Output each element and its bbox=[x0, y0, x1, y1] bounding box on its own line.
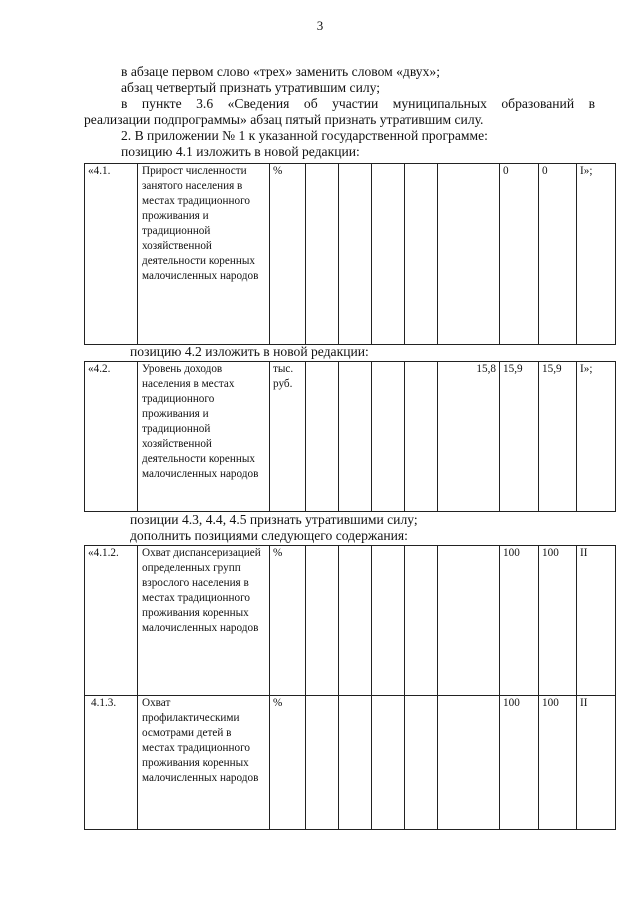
value-cell: 100 bbox=[500, 546, 539, 696]
row-number: «4.1. bbox=[85, 164, 138, 345]
value-cell bbox=[372, 546, 405, 696]
value-cell bbox=[306, 546, 339, 696]
category-cell: II bbox=[577, 546, 616, 696]
indicator-name: Охват профилактическими осмотрами детей в местах традиционного проживания коренных малочисленных народов bbox=[138, 696, 270, 830]
value-cell: 0 bbox=[539, 164, 577, 345]
unit-cell: % bbox=[270, 164, 306, 345]
value-cell: 15,9 bbox=[500, 362, 539, 512]
value-cell: 15,9 bbox=[539, 362, 577, 512]
value-cell bbox=[339, 164, 372, 345]
paragraph-word-replacement: в абзаце первом слово «трех» заменить словом «двух»; bbox=[121, 64, 440, 79]
table-row bbox=[85, 164, 616, 345]
table-row bbox=[85, 696, 616, 830]
value-cell bbox=[438, 696, 500, 830]
row-number: «4.2. bbox=[85, 362, 138, 512]
value-cell bbox=[405, 164, 438, 345]
value-cell: 15,8 bbox=[438, 362, 500, 512]
value-cell bbox=[405, 362, 438, 512]
value-cell bbox=[438, 164, 500, 345]
paragraph-appendix-1: 2. В приложении № 1 к указанной государственной программе: bbox=[121, 128, 488, 143]
paragraph-point-3-6-line2: реализации подпрограммы» абзац пятый признать утратившим силу. bbox=[84, 112, 484, 127]
value-cell bbox=[405, 546, 438, 696]
indicator-name: Уровень доходов населения в местах традиционного проживания и традиционной хозяйственной деятельности коренных малочисленных народов bbox=[138, 362, 270, 512]
value-cell bbox=[339, 546, 372, 696]
table-row bbox=[85, 546, 616, 696]
value-cell: 100 bbox=[539, 696, 577, 830]
row-number: «4.1.2. bbox=[85, 546, 138, 696]
category-cell: I»; bbox=[577, 362, 616, 512]
value-cell bbox=[339, 362, 372, 512]
value-cell bbox=[306, 164, 339, 345]
value-cell bbox=[306, 362, 339, 512]
row-number: 4.1.3. bbox=[85, 696, 138, 830]
table-row bbox=[85, 362, 616, 512]
value-cell: 0 bbox=[500, 164, 539, 345]
value-cell: 100 bbox=[539, 546, 577, 696]
value-cell bbox=[306, 696, 339, 830]
indicator-name: Охват диспансеризацией определенных групп взрослого населения в местах традиционного проживания коренных малочисленных народов bbox=[138, 546, 270, 696]
value-cell bbox=[372, 362, 405, 512]
indicator-name: Прирост численности занятого населения в местах традиционного проживания и традиционной хозяйственной деятельности коренных малочисленных народов bbox=[138, 164, 270, 345]
page-number: 3 bbox=[316, 18, 324, 33]
value-cell bbox=[438, 546, 500, 696]
table-position-4-1 bbox=[84, 163, 616, 345]
paragraph-position-4-2: позицию 4.2 изложить в новой редакции: bbox=[130, 344, 369, 359]
value-cell bbox=[405, 696, 438, 830]
value-cell bbox=[372, 696, 405, 830]
table-new-positions bbox=[84, 545, 616, 830]
value-cell: 100 bbox=[500, 696, 539, 830]
paragraph-point-3-6-line1: в пункте 3.6 «Сведения об участии муниципальных образований в bbox=[121, 96, 595, 111]
paragraph-abzac-cancel: абзац четвертый признать утратившим силу; bbox=[121, 80, 381, 95]
paragraph-add-positions: дополнить позициями следующего содержания: bbox=[130, 528, 408, 543]
category-cell: II bbox=[577, 696, 616, 830]
category-cell: I»; bbox=[577, 164, 616, 345]
unit-cell: % bbox=[270, 696, 306, 830]
value-cell bbox=[372, 164, 405, 345]
table-position-4-2 bbox=[84, 361, 616, 512]
paragraph-positions-cancel: позиции 4.3, 4.4, 4.5 признать утратившими силу; bbox=[130, 512, 418, 527]
value-cell bbox=[339, 696, 372, 830]
paragraph-position-4-1: позицию 4.1 изложить в новой редакции: bbox=[121, 144, 360, 159]
unit-cell: % bbox=[270, 546, 306, 696]
unit-cell: тыс. руб. bbox=[270, 362, 306, 512]
